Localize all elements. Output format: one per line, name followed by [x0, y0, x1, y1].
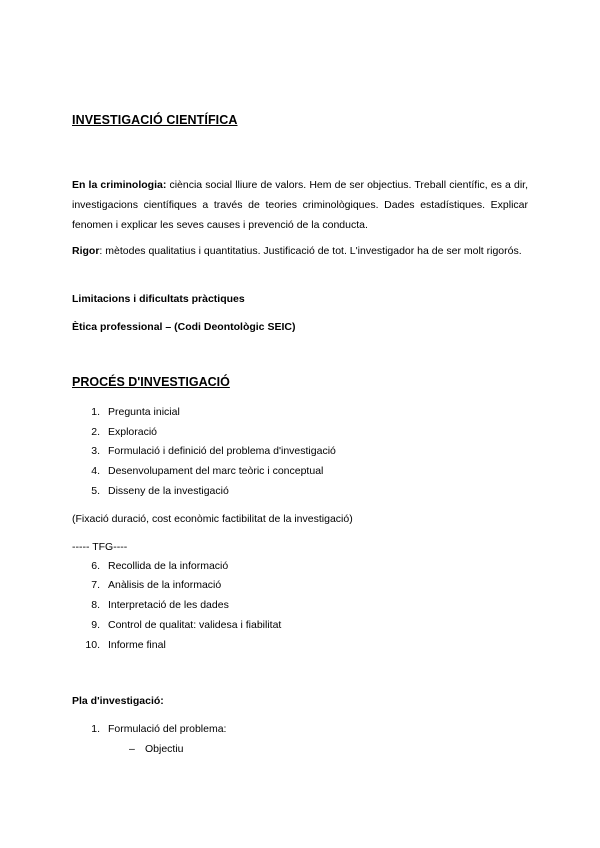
- list-text: Anàlisis de la informació: [108, 579, 222, 591]
- list-number: 1.: [91, 406, 100, 418]
- etica-heading: Ètica professional – (Codi Deontològic SEIC): [72, 321, 296, 333]
- criminologia-label: En la criminologia:: [72, 179, 167, 191]
- fixacio-note: (Fixació duració, cost econòmic factibilitat de la investigació): [72, 513, 353, 525]
- dash-bullet: –: [129, 743, 135, 755]
- list-text: Control de qualitat: validesa i fiabilitat: [108, 619, 282, 631]
- list-item: [91, 722, 227, 736]
- list-item: [91, 405, 180, 419]
- list-number: 6.: [91, 560, 100, 572]
- tfg-divider: ----- TFG----: [72, 541, 128, 553]
- page-title: INVESTIGACIÓ CIENTÍFICA: [72, 113, 238, 127]
- list-item: [91, 559, 229, 573]
- section-title-proces: PROCÉS D'INVESTIGACIÓ: [72, 375, 230, 389]
- criminologia-paragraph: [72, 175, 528, 235]
- list-item: [91, 618, 282, 632]
- list-text: Interpretació de les dades: [108, 599, 229, 611]
- list-text: Exploració: [108, 426, 158, 438]
- rigor-paragraph: [72, 241, 528, 261]
- list-number: 3.: [91, 445, 100, 457]
- pla-heading: Pla d'investigació:: [72, 695, 164, 707]
- list-text: Pregunta inicial: [108, 406, 180, 418]
- list-text: Formulació del problema:: [108, 723, 227, 735]
- rigor-text: : mètodes qualitatius i quantitatius. Justificació de tot. L'investigador ha de ser molt rigorós.: [99, 245, 522, 257]
- list-number: 2.: [91, 426, 100, 438]
- list-text: Recollida de la informació: [108, 560, 229, 572]
- list-number: 7.: [91, 579, 100, 591]
- list-item: [91, 598, 229, 612]
- list-number: 8.: [91, 599, 100, 611]
- criminologia-text: ciència social lliure de valors. Hem de ser objectius. Treball científic, es a dir, investigacions científiques a través de teories criminològiques. Dades estadístiques. Explicar fenomen i explicar les seves causes i prevenció de la conducta.: [72, 179, 528, 231]
- list-number: 10.: [85, 639, 100, 651]
- list-item: [91, 484, 229, 498]
- rigor-label: Rigor: [72, 245, 100, 257]
- list-text: Desenvolupament del marc teòric i conceptual: [108, 465, 324, 477]
- list-number: 9.: [91, 619, 100, 631]
- list-item: [91, 425, 158, 439]
- limitacions-heading: Limitacions i dificultats pràctiques: [72, 293, 245, 305]
- list-number: 1.: [91, 723, 100, 735]
- list-number: 5.: [91, 485, 100, 497]
- list-item: [85, 638, 166, 652]
- list-item: [91, 578, 222, 592]
- list-text: Disseny de la investigació: [108, 485, 229, 497]
- sub-list-text: Objectiu: [145, 743, 184, 755]
- list-text: Informe final: [108, 639, 166, 651]
- sub-list-item: [129, 742, 184, 756]
- list-item: [91, 444, 336, 458]
- list-number: 4.: [91, 465, 100, 477]
- list-text: Formulació i definició del problema d'investigació: [108, 445, 336, 457]
- list-item: [91, 464, 324, 478]
